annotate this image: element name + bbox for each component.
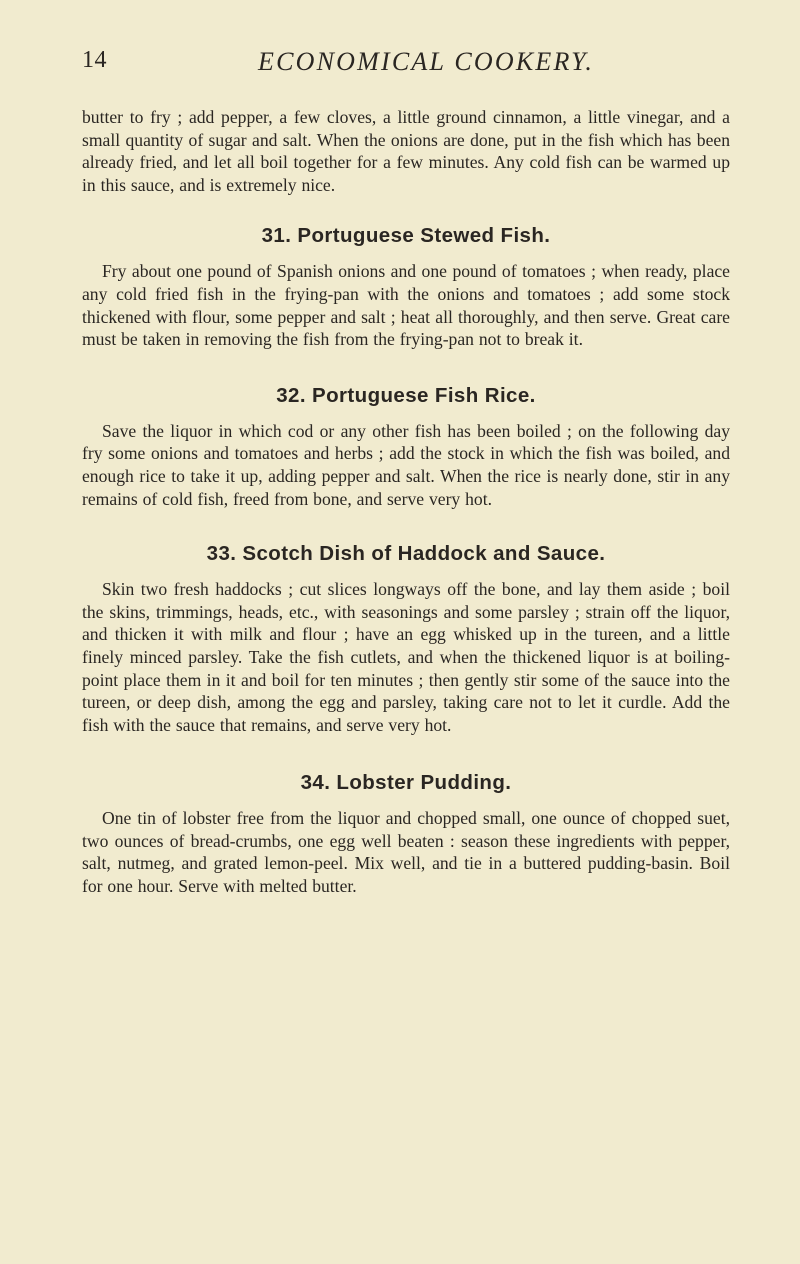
recipe-title: 34. Lobster Pudding. (300, 771, 512, 795)
recipe-title: 32. Portuguese Fish Rice. (276, 383, 536, 407)
page-number: 14 (82, 47, 107, 73)
recipe-34 (82, 770, 730, 897)
recipe-text: Save the liquor in which cod or any other fish has been boiled ; on the following day fry some onions and tomatoes and herbs ; add the stock in which the fish was boiled, and enough rice to take it up, adding pepper and salt. When the rice is nearly done, stir in any remains of cold fish, freed from bone, and serve very hot. (82, 420, 730, 509)
running-title: ECONOMICAL COOKERY. (258, 47, 595, 76)
recipe-text: Fry about one pound of Spanish onions and one pound of tomatoes ; when ready, place any cold fried fish in the frying-pan with the onions and tomatoes ; add some stock thickened with flour, some pepper and salt ; heat all thoroughly, and then serve. Great care must be taken in removing the fish from the frying-pan not to break it. (82, 261, 730, 350)
book-page (0, 47, 800, 1264)
recipe-31 (82, 223, 730, 350)
intro-paragraph: butter to fry ; add pepper, a few cloves, a little ground cinnamon, a little vinegar, and a small quantity of sugar and salt. When the onions are done, put in the fish which has been already fried, and let all boil together for a few minutes. Any cold fish can be warmed up in this sauce, and is extremely nice. (82, 107, 730, 195)
recipe-text: One tin of lobster free from the liquor and chopped small, one ounce of chopped suet, two ounces of bread-crumbs, one egg well beaten : season these ingredients with pepper, salt, nutmeg, and grated lemon-peel. Mix well, and tie in a buttered pudding-basin. Boil for one hour. Serve with melted butter. (82, 808, 730, 897)
recipe-text: Skin two fresh haddocks ; cut slices longways off the bone, and lay them aside ; boil the skins, trimmings, heads, etc., with seasonings and some parsley ; strain off the liquor, and thicken it with milk and flour ; have an egg whisked up in the tureen, and a little finely minced parsley. Take the fish cutlets, and when the thickened liquor is at boiling-point place them in it and boil for ten minutes ; then gently stir some of the sauce into the tureen, or deep dish, among the egg and parsley, taking care not to let it curdle. Add the fish with the sauce that remains, and serve very hot. (82, 579, 730, 735)
recipe-32 (82, 383, 730, 510)
recipe-title: 31. Portuguese Stewed Fish. (261, 224, 551, 248)
recipe-title: 33. Scotch Dish of Haddock and Sauce. (206, 542, 606, 566)
running-head (82, 47, 730, 85)
recipe-33 (82, 541, 730, 736)
